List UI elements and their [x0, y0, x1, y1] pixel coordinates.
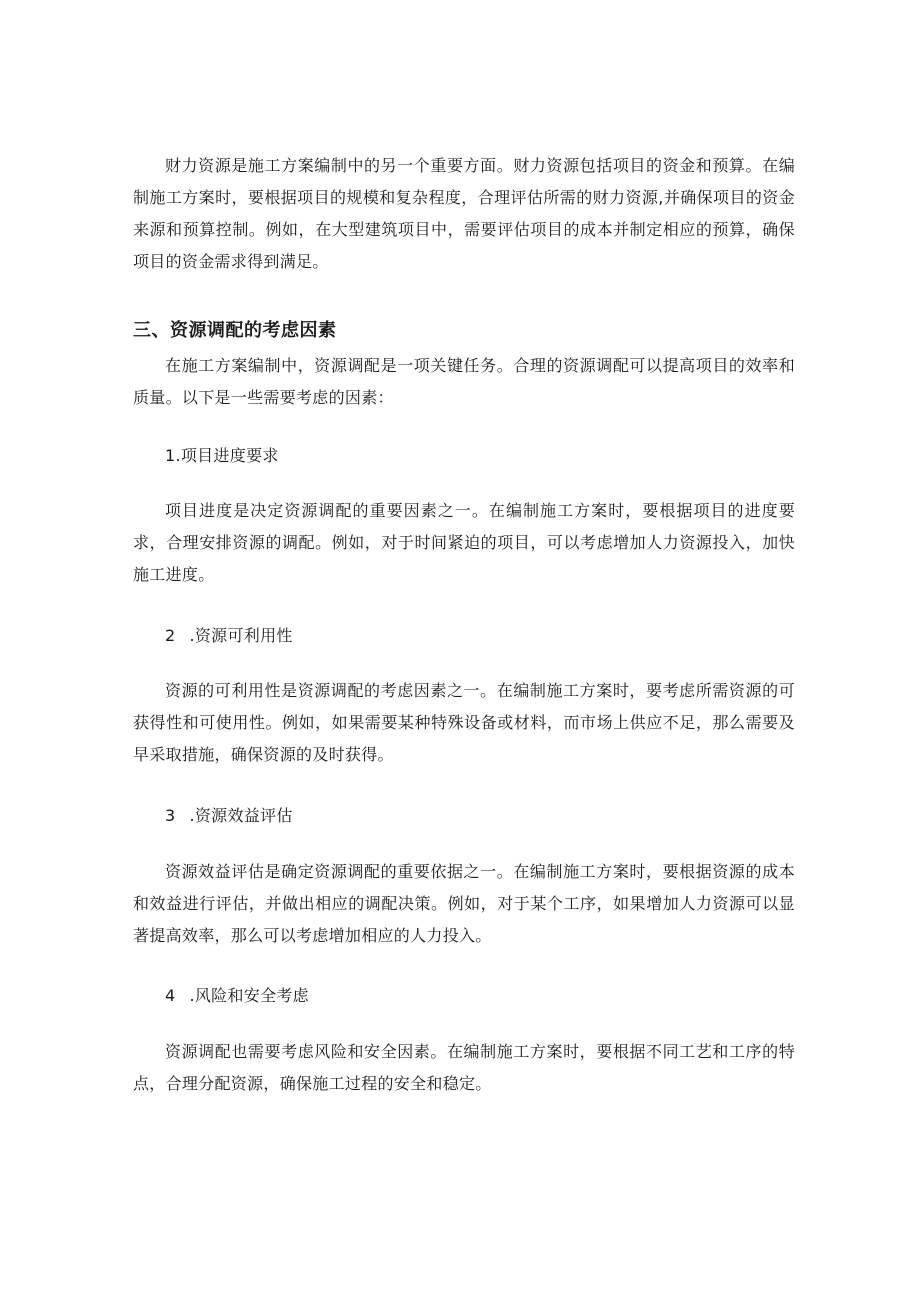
- item-number: 1.: [165, 446, 181, 465]
- item-body-3: 资源效益评估是确定资源调配的重要依据之一。在编制施工方案时，要根据资源的成本和效益进行评估，并做出相应的调配决策。例如，对于某个工序，如果增加人力资源可以显著提高效率，那么可以考虑增加相应的人力投入。: [133, 862, 795, 945]
- intro-paragraph: 财力资源是施工方案编制中的另一个重要方面。财力资源包括项目的资金和预算。在编制施工方案时，要根据项目的规模和复杂程度，合理评估所需的财力资源,并确保项目的资金来源和预算控制。例如，在大型建筑项目中，需要评估项目的成本并制定相应的预算，确保项目的资金需求得到满足。: [133, 156, 795, 271]
- item-body-4: 资源调配也需要考虑风险和安全因素。在编制施工方案时，要根据不同工艺和工序的特点，合理分配资源，确保施工过程的安全和稳定。: [133, 1042, 795, 1093]
- section-heading: 三、资源调配的考虑因素: [133, 320, 337, 341]
- item-body-2: 资源的可利用性是资源调配的考虑因素之一。在编制施工方案时，要考虑所需资源的可获得性和可使用性。例如，如果需要某种特殊设备或材料，而市场上供应不足，那么需要及早采取措施，确保资源的及时获得。: [133, 681, 795, 764]
- item-number: 2: [165, 626, 176, 645]
- item-number: 3: [165, 806, 176, 825]
- item-heading-2: [165, 624, 827, 648]
- item-title: 项目进度要求: [180, 446, 279, 465]
- item-title: .资源效益评估: [189, 806, 293, 825]
- item-number: 4: [165, 986, 176, 1005]
- item-title: .资源可利用性: [189, 626, 293, 645]
- item-heading-1: [165, 444, 827, 468]
- item-body-1: 项目进度是决定资源调配的重要因素之一。在编制施工方案时，要根据项目的进度要求，合理安排资源的调配。例如，对于时间紧迫的项目，可以考虑增加人力资源投入，加快施工进度。: [133, 501, 795, 584]
- item-heading-4: [165, 984, 827, 1008]
- item-title: .风险和安全考虑: [189, 986, 309, 1005]
- item-heading-3: [165, 804, 827, 828]
- section-intro-paragraph: 在施工方案编制中，资源调配是一项关键任务。合理的资源调配可以提高项目的效率和质量。以下是一些需要考虑的因素：: [133, 356, 795, 407]
